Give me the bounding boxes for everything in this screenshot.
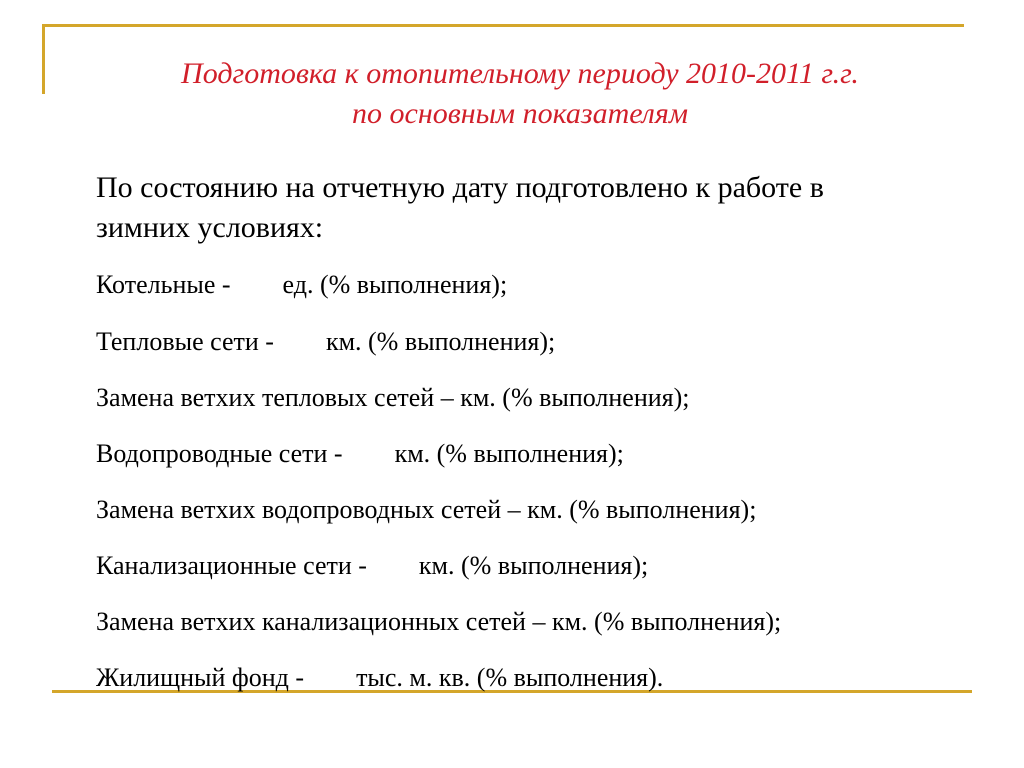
list-item-sewer-replacement: Замена ветхих канализационных сетей – км. (% выполнения); (96, 607, 782, 636)
list-item-water-replacement: Замена ветхих водопроводных сетей – км. (% выполнения); (96, 495, 757, 524)
frame-left-line (42, 24, 45, 94)
slide-title-line-1: Подготовка к отопительному периоду 2010-2011 г.г. (181, 57, 859, 90)
frame-top-line (42, 24, 964, 27)
list-item-sewer-networks: Канализационные сети - км. (% выполнения); (96, 551, 649, 580)
intro-text (96, 168, 946, 248)
intro-line-2: зимних условиях: (96, 211, 324, 244)
list-item-housing-stock: Жилищный фонд - тыс. м. кв. (% выполнения). (96, 663, 664, 692)
intro-line-1: По состоянию на отчетную дату подготовлено к работе в (96, 171, 824, 204)
list-item-boilers: Котельные - ед. (% выполнения); (96, 270, 508, 299)
list-item-heating-networks: Тепловые сети - км. (% выполнения); (96, 327, 556, 356)
list-item-water-networks: Водопроводные сети - км. (% выполнения); (96, 439, 624, 468)
slide-title (60, 54, 980, 134)
slide-title-line-2: по основным показателям (352, 97, 688, 130)
list-item-heating-replacement: Замена ветхих тепловых сетей – км. (% выполнения); (96, 383, 690, 412)
